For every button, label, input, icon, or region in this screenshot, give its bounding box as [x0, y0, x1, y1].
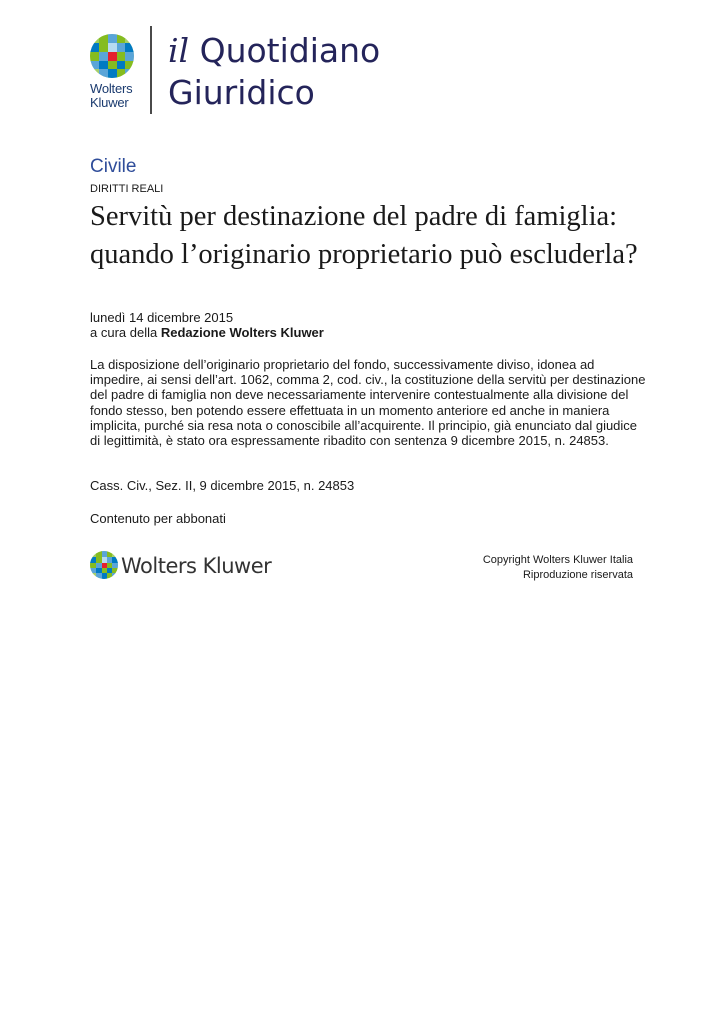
brand-wordmark [90, 82, 132, 110]
brand-line-2: Kluwer [90, 95, 129, 110]
footer-logo-text: Wolters Kluwer [121, 554, 272, 578]
header-divider [150, 26, 152, 114]
publication-date: lunedì 14 dicembre 2015 [90, 310, 234, 325]
wolters-kluwer-logo-icon [90, 34, 134, 78]
copyright-line-2: Riproduzione riservata [522, 568, 633, 581]
section-label: Civile [90, 156, 137, 177]
masthead [90, 26, 430, 116]
article-title: Servitù per destinazione del padre di famiglia: quando l’originario proprietario può escluderla? [90, 201, 638, 270]
footer-logo [90, 551, 290, 581]
byline-prefix: a cura della [90, 325, 161, 340]
publication-title [168, 30, 380, 114]
byline [90, 325, 324, 340]
copyright-line-1: Copyright Wolters Kluwer Italia [482, 554, 633, 566]
subscribers-note: Contenuto per abbonati [90, 511, 226, 526]
case-citation: Cass. Civ., Sez. II, 9 dicembre 2015, n. 24853 [90, 478, 355, 493]
wolters-kluwer-footer-icon [90, 551, 118, 579]
subsection-label: DIRITTI REALI [90, 183, 164, 195]
publication-title-line-2: Giuridico [168, 73, 315, 112]
brand-line-1: Wolters [90, 81, 133, 96]
publication-title-rest: Quotidiano [189, 31, 381, 70]
article-abstract: La disposizione dell’originario proprietario del fondo, successivamente diviso, idonea ad impedire, ai sensi dell’art. 1062, comma 2, cod. civ., la costituzione della servitù per destinazione del padre di famiglia non deve necessariamente intervenire contestualmente alla divisione del fondo stesso, ben potendo essere effettuata in un momento anteriore ed anche in maniera implicita, purché sia resa nota o conoscibile all’acquirente. Il principio, già enunciato dal giudice di legittimità, è stato ora espressamente ribadito con sentenza 9 dicembre 2015, n. 24853. [90, 357, 646, 449]
publication-title-italic: il [168, 31, 190, 70]
byline-author: Redazione Wolters Kluwer [160, 325, 324, 340]
copyright-notice [483, 553, 633, 582]
